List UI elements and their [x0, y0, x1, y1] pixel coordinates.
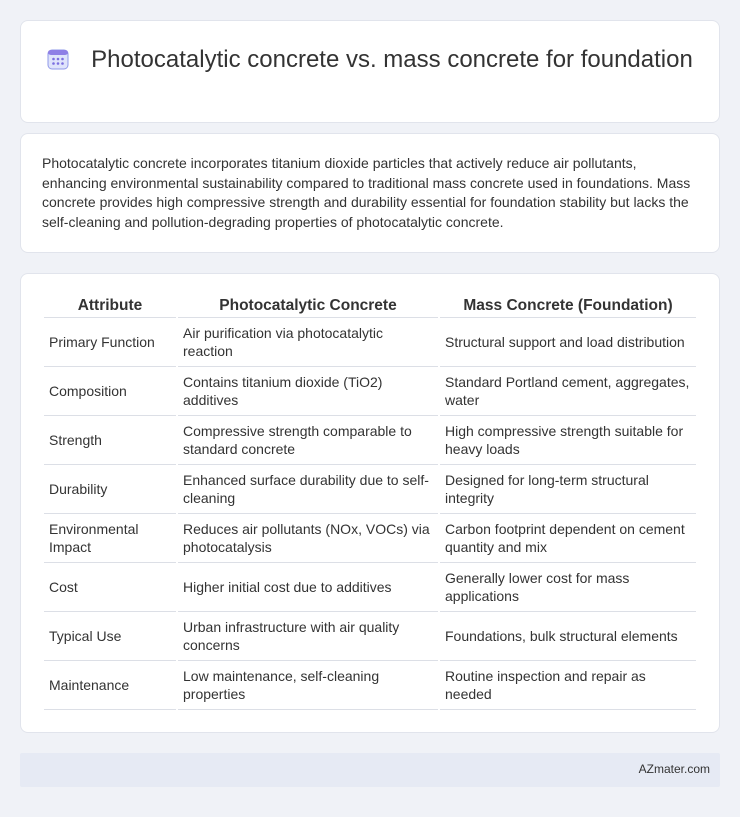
row-photocatalytic: Low maintenance, self-cleaning properties — [178, 661, 438, 710]
table-row — [44, 563, 696, 612]
table-row — [44, 661, 696, 710]
footer-bar — [20, 753, 720, 787]
row-attribute: Primary Function — [44, 318, 176, 367]
row-attribute: Cost — [44, 563, 176, 612]
table-row — [44, 612, 696, 661]
row-mass-concrete: Carbon footprint dependent on cement quantity and mix — [440, 514, 696, 563]
row-mass-concrete: Routine inspection and repair as needed — [440, 661, 696, 710]
row-mass-concrete: Structural support and load distribution — [440, 318, 696, 367]
row-photocatalytic: Contains titanium dioxide (TiO2) additives — [178, 367, 438, 416]
row-attribute: Composition — [44, 367, 176, 416]
description-text: Photocatalytic concrete incorporates titanium dioxide particles that actively reduce air pollutants, enhancing environmental sustainability compared to traditional mass concrete used in foundations. Mass concrete provides high compressive strength and durability essential for foundation stability but lacks the self-cleaning and pollution-degrading properties of photocatalytic concrete. — [42, 155, 691, 230]
row-mass-concrete: Designed for long-term structural integrity — [440, 465, 696, 514]
footer-site-link[interactable]: AZmater.com — [638, 762, 710, 776]
row-photocatalytic: Higher initial cost due to additives — [178, 563, 438, 612]
row-photocatalytic: Enhanced surface durability due to self-cleaning — [178, 465, 438, 514]
row-photocatalytic: Compressive strength comparable to standard concrete — [178, 416, 438, 465]
row-mass-concrete: Standard Portland cement, aggregates, water — [440, 367, 696, 416]
row-attribute: Environmental Impact — [44, 514, 176, 563]
row-mass-concrete: High compressive strength suitable for heavy loads — [440, 416, 696, 465]
description-card — [20, 133, 720, 253]
comparison-card — [20, 273, 720, 733]
row-photocatalytic: Air purification via photocatalytic reaction — [178, 318, 438, 367]
row-photocatalytic: Reduces air pollutants (NOx, VOCs) via photocatalysis — [178, 514, 438, 563]
row-attribute: Durability — [44, 465, 176, 514]
row-photocatalytic: Urban infrastructure with air quality concerns — [178, 612, 438, 661]
row-mass-concrete: Foundations, bulk structural elements — [440, 612, 696, 661]
header-attribute: Attribute — [44, 296, 176, 318]
header-photocatalytic: Photocatalytic Concrete — [178, 296, 438, 318]
table-row — [44, 318, 696, 367]
page-title — [21, 45, 719, 74]
page-title-text: Photocatalytic concrete vs. mass concrete for foundation — [91, 46, 693, 73]
row-attribute: Maintenance — [44, 661, 176, 710]
table-row — [44, 465, 696, 514]
title-card — [20, 20, 720, 123]
comparison-table — [42, 296, 698, 710]
row-attribute: Typical Use — [44, 612, 176, 661]
table-header-row — [44, 296, 696, 318]
row-mass-concrete: Generally lower cost for mass applications — [440, 563, 696, 612]
calendar-icon — [47, 48, 69, 70]
table-row — [44, 367, 696, 416]
table-row — [44, 514, 696, 563]
row-attribute: Strength — [44, 416, 176, 465]
header-mass-concrete: Mass Concrete (Foundation) — [440, 296, 696, 318]
table-row — [44, 416, 696, 465]
